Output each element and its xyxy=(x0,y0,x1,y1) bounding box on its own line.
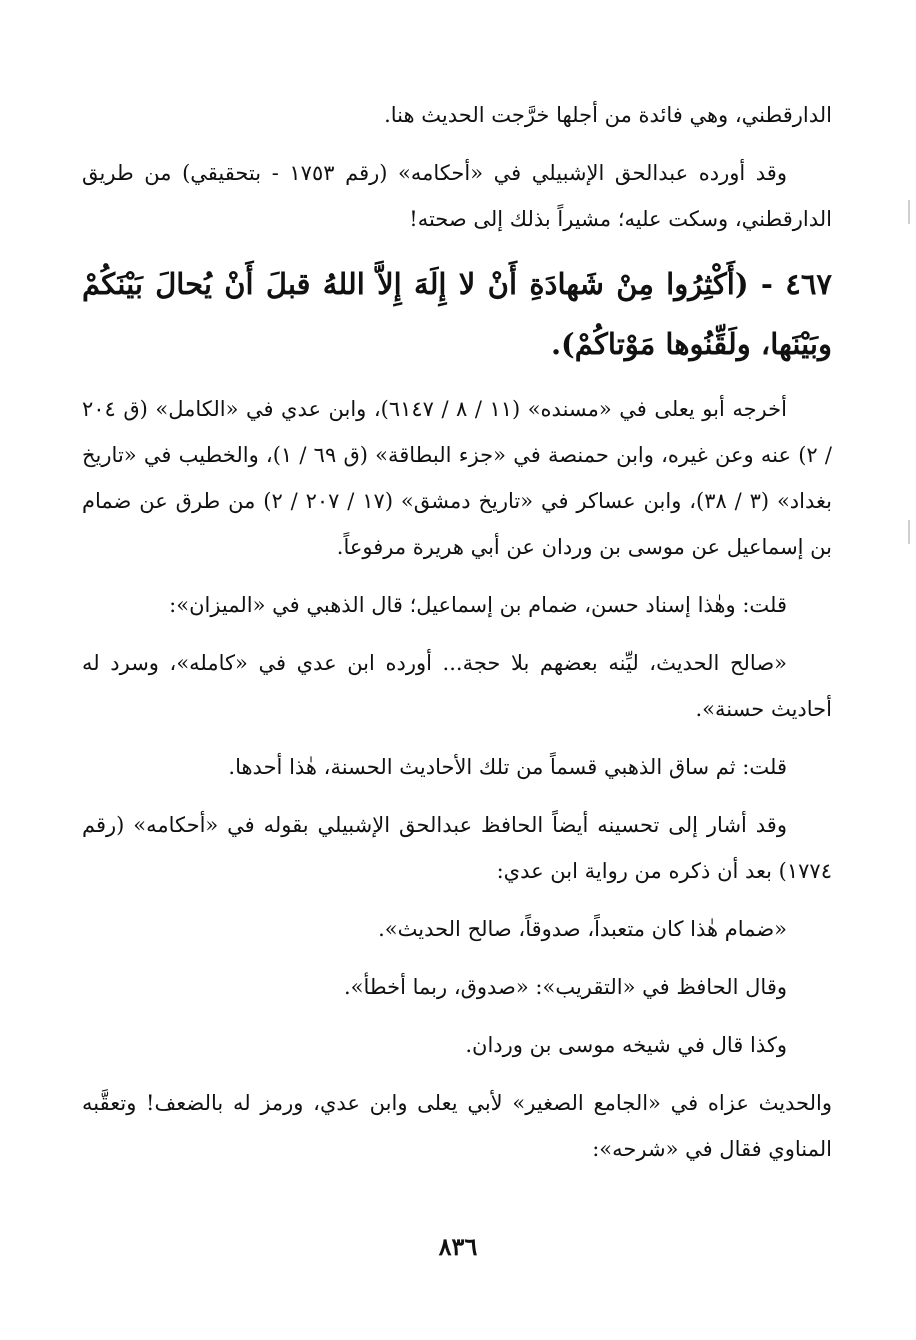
paragraph-ibn-adi-quote: «ضمام هٰذا كان متعبداً، صدوقاً، صالح الحديث». xyxy=(378,917,787,941)
page-number: ٨٣٦ xyxy=(438,1232,478,1261)
paragraph-taqrib-quote: وقال الحافظ في «التقريب»: «صدوق، ربما أخطأ». xyxy=(343,975,787,999)
paragraph-abdulhaq-note: وقد أورده عبدالحق الإشبيلي في «أحكامه» (رقم ١٧٥٣ - بتحقيقي) من طريق الدارقطني، وسكت عليه؛ مشيراً بذلك إلى صحته! xyxy=(82,161,832,231)
paragraph-musa-note: وكذا قال في شيخه موسى بن وردان. xyxy=(465,1033,787,1057)
paragraph-mizan-quote: «صالح الحديث، ليِّنه بعضهم بلا حجة... أورده ابن عدي في «كامله»، وسرد له أحاديث حسنة». xyxy=(82,651,832,721)
page-body xyxy=(82,92,832,1184)
paragraph-ahkam-note: وقد أشار إلى تحسينه أيضاً الحافظ عبدالحق الإشبيلي بقوله في «أحكامه» (رقم ١٧٧٤) بعد أن ذكره من رواية ابن عدي: xyxy=(82,813,832,883)
hadith-heading: ٤٦٧ - (أَكْثِرُوا مِنْ شَهادَةِ أَنْ لا إِلَهَ إِلاَّ اللهُ قبلَ أَنْ يُحالَ بَيْنَكُمْ وبَيْنَها، ولَقِّنُوها مَوْتاكُمْ). xyxy=(82,267,832,361)
paragraph-dhahabi-note: قلت: ثم ساق الذهبي قسماً من تلك الأحاديث الحسنة، هٰذا أحدها. xyxy=(228,755,787,779)
paragraph-jami-saghir: والحديث عزاه في «الجامع الصغير» لأبي يعلى وابن عدي، ورمز له بالضعف! وتعقَّبه المناوي فقال في «شرحه»: xyxy=(82,1091,832,1161)
paragraph-takhrij: أخرجه أبو يعلى في «مسنده» (١١ / ٨ / ٦١٤٧)، وابن عدي في «الكامل» (ق ٢٠٤ / ٢) عنه وعن غيره، وابن حمنصة في «جزء البطاقة» (ق ٦٩ / ١)، والخطيب في «تاريخ بغداد» (٣ / ٣٨)، وابن عساكر في «تاريخ دمشق» (١٧ / ٢٠٧ / ٢) من طرق عن ضمام بن إسماعيل عن موسى بن وردان عن أبي هريرة مرفوعاً. xyxy=(82,397,832,559)
scan-edge-mark xyxy=(908,200,910,224)
paragraph-isnad-comment: قلت: وهٰذا إسناد حسن، ضمام بن إسماعيل؛ قال الذهبي في «الميزان»: xyxy=(169,593,787,617)
paragraph-continuation: الدارقطني، وهي فائدة من أجلها خرَّجت الحديث هنا. xyxy=(384,103,832,127)
scan-edge-mark xyxy=(908,520,910,544)
